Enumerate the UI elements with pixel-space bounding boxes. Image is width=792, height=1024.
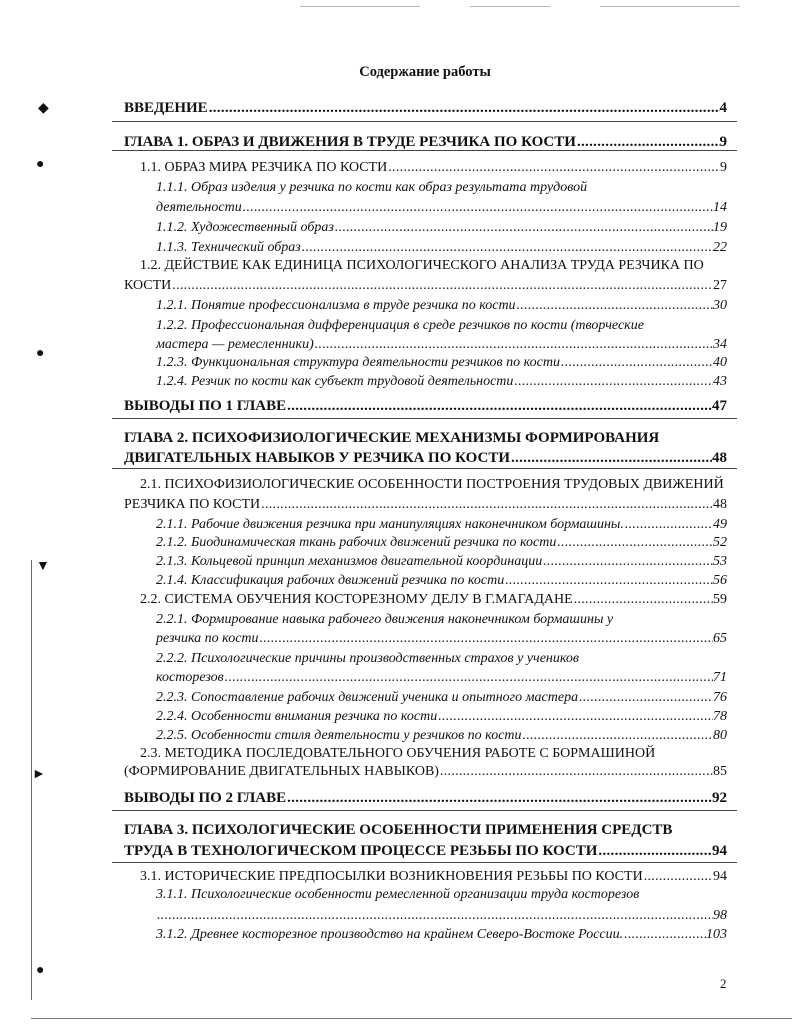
toc-entry[interactable] [124, 843, 727, 860]
toc-entry-title: деятельности [156, 200, 242, 215]
toc-leader-dots [597, 843, 712, 860]
toc-entry[interactable] [156, 728, 727, 744]
toc-entry-title: 1.2.1. Понятие профессионализма в труде резчика по кости [156, 298, 516, 313]
section-divider [112, 810, 737, 811]
toc-page-number: 103 [706, 927, 727, 942]
toc-entry-title-line: ГЛАВА 2. ПСИХОФИЗИОЛОГИЧЕСКИЕ МЕХАНИЗМЫ ФОРМИРОВАНИЯ [124, 430, 660, 446]
toc-entry-title-line: 3.1.1. Психологические особенности ремесленной организации труда косторезов [156, 887, 640, 902]
toc-page-number: 92 [712, 790, 727, 806]
toc-page-number: 48 [712, 450, 727, 466]
toc-leader-dots [439, 764, 713, 780]
toc-entry-title-line: 1.1.1. Образ изделия у резчика по кости как образ результата трудовой [156, 180, 588, 195]
toc-page-number: 49 [713, 517, 727, 532]
toc-entry-title: 2.2.5. Особенности стиля деятельности у резчиков по кости [156, 728, 522, 743]
toc-page-number: 19 [713, 220, 727, 235]
toc-leader-dots [560, 355, 713, 371]
toc-entry-title: 2.1.4. Классификация рабочих движений резчика по кости [156, 573, 505, 588]
toc-leader-dots [623, 927, 706, 943]
toc-entry-title-line: 1.2.2. Профессиональная дифференциация в среде резчиков по кости (творческие [156, 318, 644, 333]
toc-entry-title: ТРУДА В ТЕХНОЛОГИЧЕСКОМ ПРОЦЕССЕ РЕЗЬБЫ ПО КОСТИ [124, 843, 598, 859]
toc-entry-title-line: 2.1. ПСИХОФИЗИОЛОГИЧЕСКИЕ ОСОБЕННОСТИ ПОСТРОЕНИЯ ТРУДОВЫХ ДВИЖЕНИЙ [140, 477, 724, 492]
toc-entry-title: ВЫВОДЫ ПО 1 ГЛАВЕ [124, 398, 287, 414]
toc-page-number: 98 [713, 908, 727, 923]
toc-entry[interactable] [156, 374, 727, 390]
toc-entry-title: 3.1.2. Древнее косторезное производство на крайнем Северо-Востоке России. [156, 927, 624, 942]
toc-entry[interactable] [124, 398, 727, 415]
toc-entry-title: 1.1. ОБРАЗ МИРА РЕЗЧИКА ПО КОСТИ [140, 160, 388, 175]
section-divider [112, 121, 737, 122]
toc-page-number: 71 [713, 670, 727, 685]
toc-entry[interactable] [156, 220, 727, 236]
toc-entry-title-line: 2.2.2. Психологические причины производственных страхов у учеников [156, 651, 579, 666]
toc-page-number: 22 [713, 240, 727, 255]
toc-entry-title: РЕЗЧИКА ПО КОСТИ [124, 497, 261, 512]
toc-entry-title: 2.1.1. Рабочие движения резчика при манипуляциях наконечником бормашины. [156, 517, 624, 532]
toc-entry[interactable] [156, 573, 727, 589]
toc-leader-dots [556, 535, 713, 551]
page-number: 2 [720, 976, 727, 991]
toc-entry-title: мастера — ремесленники) [156, 337, 314, 352]
toc-entry-title-line: 2.2.1. Формирование навыка рабочего движения наконечником бормашины у [156, 612, 614, 627]
toc-page-number: 47 [712, 398, 727, 414]
toc-page-number: 14 [713, 200, 727, 215]
toc-entry[interactable] [156, 337, 727, 353]
toc-page-number: 85 [713, 764, 727, 779]
toc-page-number: 80 [713, 728, 727, 743]
toc-page-number: 53 [713, 554, 727, 569]
toc-entry-title: 2.2.3. Сопоставление рабочих движений ученика и опытного мастера [156, 690, 579, 705]
toc-entry[interactable] [156, 298, 727, 314]
toc-entry[interactable] [124, 278, 727, 294]
toc-entry-title-line: 1.2. ДЕЙСТВИЕ КАК ЕДИНИЦА ПСИХОЛОГИЧЕСКОГО АНАЛИЗА ТРУДА РЕЗЧИКА ПО [140, 258, 704, 273]
toc-leader-dots [314, 337, 713, 353]
toc-leader-dots [510, 450, 712, 467]
toc-leader-dots [516, 298, 713, 314]
toc-leader-dots [260, 497, 713, 513]
toc-entry-title: КОСТИ [124, 278, 172, 293]
toc-page-number: 4 [719, 100, 727, 116]
binder-hole-mark: ● [36, 157, 45, 172]
binder-hole-mark: ► [32, 767, 46, 782]
toc-entry-title: ВВЕДЕНИЕ [124, 100, 208, 116]
toc-leader-dots [286, 790, 712, 807]
toc-entry[interactable] [140, 592, 727, 608]
section-divider [112, 150, 737, 151]
section-divider [112, 862, 737, 863]
toc-entry[interactable] [124, 450, 727, 467]
toc-leader-dots [171, 278, 713, 294]
toc-entry[interactable] [124, 100, 727, 117]
toc-leader-dots [513, 374, 713, 390]
toc-entry[interactable] [156, 554, 727, 570]
toc-entry[interactable] [156, 670, 727, 686]
toc-page-number: 40 [713, 355, 727, 370]
toc-leader-dots [286, 398, 712, 415]
toc-entry[interactable] [156, 535, 727, 551]
toc-page-number: 34 [713, 337, 727, 352]
toc-leader-dots [301, 240, 713, 256]
toc-entry-title: ВЫВОДЫ ПО 2 ГЛАВЕ [124, 790, 287, 806]
toc-entry-title-line: 2.3. МЕТОДИКА ПОСЛЕДОВАТЕЛЬНОГО ОБУЧЕНИЯ РАБОТЕ С БОРМАШИНОЙ [140, 746, 656, 761]
toc-entry-title: ДВИГАТЕЛЬНЫХ НАВЫКОВ У РЕЗЧИКА ПО КОСТИ [124, 450, 510, 466]
toc-entry[interactable] [156, 908, 727, 924]
toc-leader-dots [242, 200, 713, 216]
toc-page-number: 9 [720, 160, 727, 175]
toc-entry[interactable] [156, 631, 727, 647]
toc-entry-title: резчика по кости [156, 631, 259, 646]
toc-entry[interactable] [156, 240, 727, 256]
toc-leader-dots [643, 869, 713, 885]
toc-entry[interactable] [156, 709, 727, 725]
toc-page-number: 76 [713, 690, 727, 705]
binder-hole-mark: ▼ [36, 559, 50, 574]
toc-entry-title: 2.2. СИСТЕМА ОБУЧЕНИЯ КОСТОРЕЗНОМУ ДЕЛУ В Г.МАГАДАНЕ [140, 592, 573, 607]
section-divider [112, 418, 737, 419]
toc-entry[interactable] [156, 690, 727, 706]
toc-entry[interactable] [156, 927, 727, 943]
toc-page-number: 52 [713, 535, 727, 550]
toc-entry-title: косторезов [156, 670, 224, 685]
toc-entry-title: (ФОРМИРОВАНИЕ ДВИГАТЕЛЬНЫХ НАВЫКОВ) [124, 764, 439, 779]
toc-page-number: 56 [713, 573, 727, 588]
toc-leader-dots [504, 573, 713, 589]
toc-entry-title: 2.1.3. Кольцевой принцип механизмов двигательной координации [156, 554, 543, 569]
toc-entry[interactable] [156, 355, 727, 371]
toc-page-number: 59 [713, 592, 727, 607]
toc-leader-dots [387, 160, 720, 176]
toc-entry-title: 1.1.3. Технический образ [156, 240, 301, 255]
toc-entry-title: 3.1. ИСТОРИЧЕСКИЕ ПРЕДПОСЫЛКИ ВОЗНИКНОВЕНИЯ РЕЗЬБЫ ПО КОСТИ [140, 869, 643, 884]
toc-leader-dots [542, 554, 713, 570]
toc-page-number: 94 [712, 843, 727, 859]
toc-leader-dots [576, 134, 720, 151]
toc-entry-title: 2.2.4. Особенности внимания резчика по кости [156, 709, 438, 724]
toc-leader-dots [334, 220, 713, 236]
toc-entry[interactable] [124, 764, 727, 780]
toc-page-number: 30 [713, 298, 727, 313]
toc-entry-title: 2.1.2. Биодинамическая ткань рабочих движений резчика по кости [156, 535, 557, 550]
toc-leader-dots [259, 631, 713, 647]
toc-entry[interactable] [140, 160, 727, 176]
toc-entry-title: ГЛАВА 1. ОБРАЗ И ДВИЖЕНИЯ В ТРУДЕ РЕЗЧИКА ПО КОСТИ [124, 134, 576, 150]
toc-entry[interactable] [140, 869, 727, 885]
toc-leader-dots [578, 690, 713, 706]
toc-leader-dots [624, 517, 713, 533]
toc-entry[interactable] [124, 134, 727, 151]
toc-page-number: 78 [713, 709, 727, 724]
toc-entry[interactable] [124, 497, 727, 513]
toc-leader-dots [573, 592, 713, 608]
section-divider [112, 468, 737, 469]
binder-hole-mark: ● [36, 346, 45, 361]
toc-page-number: 9 [719, 134, 727, 150]
binder-hole-mark: ◆ [38, 101, 49, 116]
toc-entry-title: 1.1.2. Художественный образ [156, 220, 334, 235]
toc-page-number: 65 [713, 631, 727, 646]
toc-entry-title-line: ГЛАВА 3. ПСИХОЛОГИЧЕСКИЕ ОСОБЕННОСТИ ПРИМЕНЕНИЯ СРЕДСТВ [124, 822, 673, 838]
toc-page-number: 48 [713, 497, 727, 512]
toc-leader-dots [208, 100, 720, 117]
toc-page-number: 27 [713, 278, 727, 293]
page-title: Содержание работы [359, 64, 491, 80]
toc-entry-title: 1.2.4. Резчик по кости как субъект трудовой деятельности [156, 374, 514, 389]
toc-page-number: 94 [713, 869, 727, 884]
toc-leader-dots [156, 908, 713, 924]
toc-leader-dots [522, 728, 713, 744]
toc-entry-title: 1.2.3. Функциональная структура деятельности резчиков по кости [156, 355, 560, 370]
toc-leader-dots [224, 670, 713, 686]
toc-page-number: 43 [713, 374, 727, 389]
toc-entry[interactable] [156, 200, 727, 216]
toc-entry[interactable] [156, 517, 727, 533]
toc-leader-dots [437, 709, 713, 725]
toc-entry[interactable] [124, 790, 727, 807]
binder-hole-mark: ● [36, 963, 45, 978]
